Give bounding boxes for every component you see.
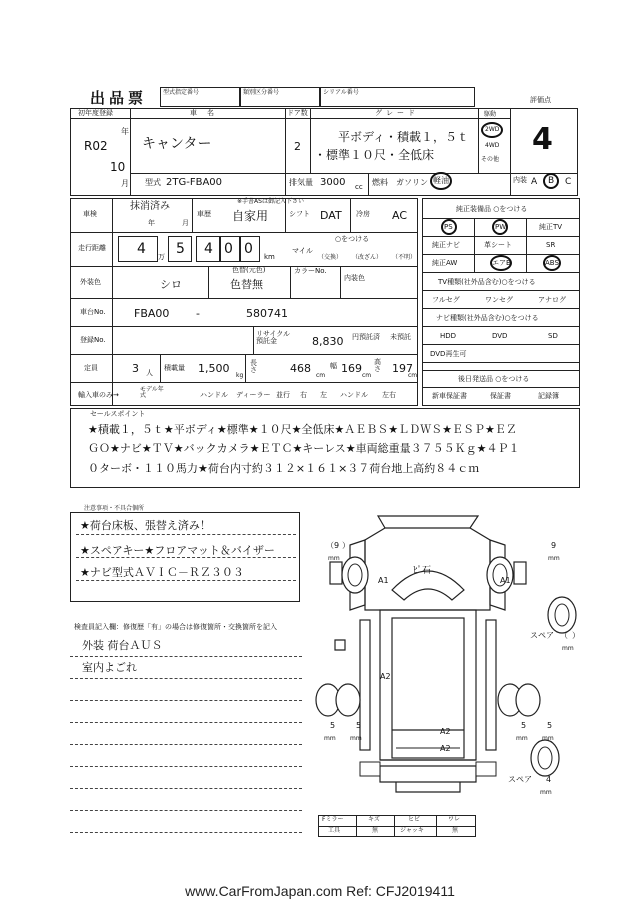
handle-label: ハンドル [200, 391, 228, 399]
capacity-value: 3 [132, 362, 139, 375]
diagram-a1-right: A1 [500, 576, 511, 585]
mileage-mile: マイル [292, 247, 313, 255]
tyre-fr-mm: mm [548, 555, 560, 562]
legend-dent: ワレ [448, 816, 461, 823]
navi-hdd: HDD [440, 332, 457, 340]
displacement-label: 排気量 [289, 178, 313, 187]
mileage-label: 走行距離 [78, 244, 106, 252]
parallel-label: 並行 [276, 391, 290, 399]
diagram-stone: ﾋﾟ石 [413, 566, 432, 576]
tv-fullseg: フルセグ [432, 296, 460, 304]
drive-label: 駆動 [484, 111, 497, 118]
tyre-rr-in-mm: mm [516, 735, 528, 742]
equip-leather: 革シート [484, 241, 512, 249]
fuel-diesel: 軽油 [433, 176, 449, 185]
height-value: 197 [392, 362, 413, 375]
cc-unit: cc [355, 183, 363, 191]
interior-c: C [565, 177, 572, 187]
inspection-label: 車検 [83, 210, 97, 218]
shift-value: DAT [320, 209, 342, 222]
tyre-fl-mm: mm [328, 555, 340, 562]
inspection-note: ※手書ASは御記入下さい [237, 198, 304, 205]
legend-none1: 無 [372, 827, 379, 834]
drive-other: その他 [481, 156, 500, 163]
ac-value: AC [392, 209, 408, 222]
mileage-km: km [264, 253, 275, 261]
load-label: 積載量 [164, 364, 185, 372]
legend-jack: ジャッキ [400, 827, 424, 834]
doors-label: ドア数 [287, 109, 308, 117]
mileage-unknown: （不明） [392, 254, 417, 261]
legend-tools: 工具 [328, 827, 341, 834]
mileage-altered: （改ざん） [352, 254, 383, 261]
shift-label: シフト [289, 210, 310, 218]
tyre-rr-out: 5 [547, 721, 553, 730]
month-unit: 月 [121, 179, 129, 188]
inspector-line2: 室内よごれ [82, 661, 137, 674]
color-code-label: カラーNo. [294, 267, 327, 275]
sales-points-label: セールスポイント [90, 410, 146, 418]
equip-aw: 純正AW [432, 259, 458, 267]
width-unit: cm [362, 372, 372, 379]
spare-rear-mm: mm [540, 789, 552, 796]
inspection-month: 月 [182, 219, 189, 227]
model-label: 型式 [145, 178, 161, 187]
tyre-rr-out-mm: mm [542, 735, 554, 742]
reg-no-label: 登録No. [80, 336, 106, 344]
tyre-fr: 9 [551, 541, 557, 550]
handle-right: 右 [300, 391, 307, 399]
height-unit: cm [408, 372, 418, 379]
spare-rear: 4 [546, 775, 552, 784]
car-name-label: 車名 [190, 109, 224, 117]
legend-crack: ヒビ [408, 816, 421, 823]
tyre-rl-out-mm: mm [324, 735, 336, 742]
notes-label: 注意事項・不具合個所 [84, 505, 145, 512]
drive-2wd: 2WD [485, 126, 500, 133]
equipment-title: 純正装備品 ○をつける [456, 205, 528, 213]
fuel-label: 燃料 [372, 178, 388, 187]
length-unit: cm [316, 372, 326, 379]
later-warranty: 保証書 [490, 392, 511, 400]
equip-navi: 純正ナビ [432, 241, 460, 249]
equip-abs: ABS [545, 259, 559, 267]
mileage-circle-note: ○をつける [335, 235, 370, 243]
mileage-changed: （交換） [318, 254, 343, 261]
navi-type-title: ナビ種類(社外品含む)○をつける [436, 314, 539, 322]
first-reg-month: 10 [110, 160, 126, 174]
equip-ps: PS [444, 223, 453, 231]
diagram-a2-side: A2 [380, 672, 391, 681]
load-value: 1,500 [198, 362, 230, 375]
grade-score: 4 [532, 122, 553, 157]
grade-score-label: 評価点 [530, 96, 551, 104]
interior-b: B [548, 176, 555, 186]
mileage-d1: 4 [137, 241, 146, 257]
dealer-label: ディーラー [236, 391, 271, 399]
equip-ekey: エアB [492, 259, 511, 267]
color-change-value: 色替無 [230, 278, 263, 291]
inspector-line1: 外装 荷台ＡＵＳ [82, 639, 163, 652]
later-record: 記録簿 [538, 392, 559, 400]
tv-oneseg: ワンセグ [485, 296, 513, 304]
tyre-fl-close: ） [342, 541, 350, 550]
handle-text: ハンドル [340, 391, 368, 399]
tv-type-title: TV種類(社外品含む)○をつける [438, 278, 536, 286]
inspection-year: 年 [148, 219, 155, 227]
recycle-label: リサイクル預託金 [256, 330, 291, 345]
doors-value: 2 [294, 140, 301, 153]
note-line1: ★荷台床板、張替え済み！ [80, 519, 211, 532]
load-unit: kg [236, 372, 244, 379]
sales-line1: ★積載１，５ｔ★平ボディ★標準★１０尺★全低床★ＡＥＢＳ★ＬＤＷＳ★ＥＳＰ★ＥＺ [88, 423, 517, 436]
class-label: 類別区分番号 [243, 89, 280, 96]
model-value: 2TG-FBA00 [166, 177, 223, 188]
grade-line2: ・標準１０尺・全低床 [314, 148, 435, 162]
mileage-d4: 0 [224, 241, 233, 257]
sales-line2: ＧＯ★ナビ★ＴＶ★バックカメラ★ＥＴＣ★キーレス★車両総重量３７５５Ｋｇ★４Ｐ１ [88, 442, 520, 455]
grade-line1: 平ボディ・積載１，５ｔ [338, 130, 470, 144]
later-manual: 新車保証書 [432, 392, 467, 400]
note-line2: ★スペアキー★フロアマット＆バイザー [80, 544, 275, 557]
first-reg-label: 初年度登録 [78, 109, 113, 117]
ext-color-label: 外装色 [80, 278, 101, 286]
spare-top-mm: mm [562, 645, 574, 652]
tyre-fl-open: （ [326, 541, 334, 550]
spare-label-top: スペア [530, 631, 554, 640]
usage-label: 車歴 [197, 210, 211, 218]
footer-watermark: www.CarFromJapan.com Ref: CFJ2019411 [185, 883, 455, 899]
note-line3: ★ナビ型式ＡＶＩＣ－ＲＺ３０３ [80, 566, 244, 579]
diagram-a1-left: A1 [378, 576, 389, 585]
tyre-rl-in: 5 [356, 721, 362, 730]
serial-label: シリアル番号 [323, 89, 359, 96]
recycle-unit: 円預託済 [352, 333, 380, 341]
equip-tv: 純正TV [539, 223, 563, 231]
mileage-d5: 0 [244, 241, 253, 257]
grade-label: グレード [375, 109, 419, 117]
mileage-d3: 4 [204, 241, 213, 257]
legend-scratch: キズ [368, 816, 380, 823]
ac-label: 冷房 [356, 210, 370, 218]
diagram-a2-rear: A2 [440, 727, 451, 736]
dvd-play: DVD再生可 [430, 350, 467, 358]
recycle-status: 未預託 [390, 333, 411, 341]
width-label: 幅 [330, 362, 337, 370]
capacity-unit: 人 [146, 369, 153, 377]
model-year-label: モデル年式 [140, 386, 164, 399]
tyre-rr-in: 5 [521, 721, 527, 730]
car-name: キャンター [142, 136, 212, 152]
recycle-amount: 8,830 [312, 335, 344, 348]
equip-pw: PW [495, 223, 507, 231]
navi-dvd: DVD [492, 332, 508, 340]
capacity-label: 定員 [84, 364, 98, 372]
interior-a: A [531, 177, 538, 187]
spare-label-bottom: スペア [508, 775, 532, 784]
first-reg-era: R02 [84, 139, 108, 153]
chassis-number: 580741 [246, 307, 288, 320]
mileage-man: 万 [158, 253, 165, 261]
handle-left: 左 [320, 391, 327, 399]
fuel-gas: ガソリン [396, 178, 428, 187]
spare-top-close: ） [572, 631, 580, 640]
chassis-dash: - [196, 307, 200, 320]
ext-color-value: シロ [160, 278, 182, 291]
legend-none2: 無 [452, 827, 459, 834]
interior-label: 内装 [513, 176, 527, 184]
diagram-a2-bottom: A2 [440, 744, 451, 753]
width-value: 169 [341, 362, 362, 375]
page-title: 出品票 [90, 89, 148, 107]
color-change-label: 色替(元色) [232, 266, 266, 274]
import-type1: 左右 [382, 391, 396, 399]
displacement-value: 3000 [320, 177, 346, 188]
tyre-rl-in-mm: mm [350, 735, 362, 742]
equip-sr: SR [546, 241, 556, 249]
tyre-rl-out: 5 [330, 721, 336, 730]
year-unit: 年 [121, 127, 129, 136]
int-color-label: 内装色 [344, 274, 365, 282]
length-value: 468 [290, 362, 311, 375]
later-title: 後日発送品 ○をつける [458, 375, 530, 383]
drive-4wd: 4WD [485, 142, 500, 149]
tv-analog: アナログ [538, 296, 566, 304]
usage-value: 自家用 [232, 209, 269, 223]
length-label: 長さ [250, 359, 257, 374]
import-only-label: 輸入車のみ→ [78, 391, 119, 399]
mileage-d2: 5 [176, 241, 185, 257]
inspection-value: 抹消済み [130, 201, 170, 212]
chassis-prefix: FBA00 [134, 307, 170, 320]
spare-top-open: （ [560, 631, 568, 640]
height-label: 高さ [374, 358, 381, 373]
navi-sd: SD [548, 332, 558, 340]
tyre-fl: 9 [334, 541, 340, 550]
chassis-label: 車台No. [80, 308, 106, 316]
sales-line3: ０ターボ・１１０馬力★荷台内寸約３１２×１６１×３７荷台地上高約８４ｃｍ [88, 462, 480, 475]
legend-fmirror: Fミラー [322, 816, 344, 823]
inspector-label: 検査員記入欄：修復歴「有」の場合は修復箇所・交換箇所を記入 [74, 623, 277, 631]
type-cert-label: 型式指定番号 [163, 89, 200, 96]
